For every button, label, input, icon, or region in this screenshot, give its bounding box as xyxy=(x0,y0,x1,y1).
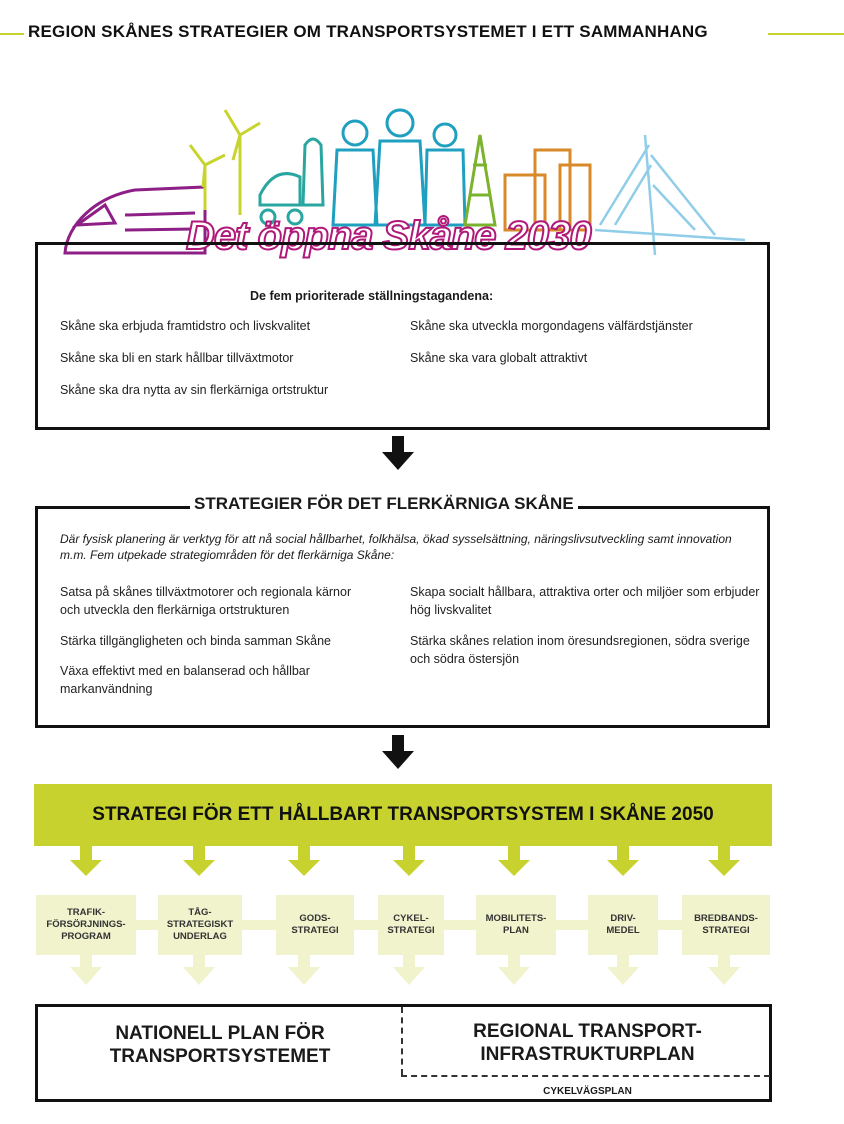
cycle-plan: CYKELVÄGSPLAN xyxy=(543,1086,632,1097)
priorities-heading: De fem prioriterade ställningstagandena: xyxy=(250,289,494,303)
strategy-box-label: TRAFIK- FÖRSÖRJNINGS- PROGRAM xyxy=(46,907,126,942)
priority-item: Skåne ska bli en stark hållbar tillväxtmotor xyxy=(60,351,294,365)
bridge-icon xyxy=(595,135,745,255)
strategy-item: Satsa på skånes tillväxtmotorer och regionala kärnor och utveckla den flerkärniga ortstrukturen xyxy=(60,585,352,617)
cycle-plan-divider xyxy=(401,1075,770,1077)
down-arrow-icon xyxy=(380,436,416,472)
transport-strategy-title: STRATEGI FÖR ETT HÅLLBART TRANSPORTSYSTEM I SKÅNE 2050 xyxy=(92,804,714,825)
strategy-item: Växa effektivt med en balanserad och hållbar markanvändning xyxy=(60,664,310,696)
green-down-arrow-icon xyxy=(70,846,102,876)
plans-divider xyxy=(401,1007,403,1075)
green-down-arrow-icon xyxy=(393,846,425,876)
green-down-arrow-icon xyxy=(498,846,530,876)
strategies-intro: Där fysisk planering är verktyg för att nå social hållbarhet, folkhälsa, ökad sysselsättning, näringslivsutveckling samt innovation m.m. Fem utpekade strategiområden för det flerkärniga Skåne: xyxy=(60,532,732,562)
strategy-item: Stärka skånes relation inom öresundsregionen, södra sverige och södra östersjön xyxy=(410,634,750,666)
green-arrows xyxy=(0,846,844,896)
green-down-arrow-icon xyxy=(607,846,639,876)
light-connectors xyxy=(0,895,844,1000)
regional-plan: REGIONAL TRANSPORT- INFRASTRUKTURPLAN xyxy=(473,1021,702,1065)
priority-item: Skåne ska utveckla morgondagens välfärdstjänster xyxy=(410,319,693,333)
strategy-box-label: GODS- STRATEGI xyxy=(291,913,339,936)
header-rule-right xyxy=(768,33,844,35)
strategy-box-label: BREDBANDS- STRATEGI xyxy=(694,913,758,936)
green-down-arrow-icon xyxy=(183,846,215,876)
strategy-box-label: DRIV- MEDEL xyxy=(606,913,640,936)
priority-item: Skåne ska vara globalt attraktivt xyxy=(410,351,588,365)
strategy-box-label: MOBILITETS- PLAN xyxy=(485,913,547,936)
priority-item: Skåne ska erbjuda framtidstro och livskvalitet xyxy=(60,319,311,333)
strategy-item: Stärka tillgängligheten och binda samman Skåne xyxy=(60,634,332,648)
page-title: REGION SKÅNES STRATEGIER OM TRANSPORTSYSTEMET I ETT SAMMANHANG xyxy=(28,22,708,41)
priorities-box xyxy=(35,242,770,430)
strategies-title: STRATEGIER FÖR DET FLERKÄRNIGA SKÅNE xyxy=(190,494,578,514)
strategy-item: Skapa socialt hållbara, attraktiva orter och miljöer som erbjuder hög livskvalitet xyxy=(410,585,760,617)
header-rule-left xyxy=(0,33,24,35)
down-arrow-icon xyxy=(380,735,416,771)
wind-turbine-icon xyxy=(190,110,260,215)
strategy-box-label: TÅG- STRATEGISKT UNDERLAG xyxy=(166,907,234,942)
people-silhouettes-icon xyxy=(333,110,465,225)
national-plan: NATIONELL PLAN FÖR TRANSPORTSYSTEMET xyxy=(109,1023,331,1067)
banner-title: Det öppna Skåne 2030 xyxy=(186,214,591,258)
green-down-arrow-icon xyxy=(288,846,320,876)
priority-item: Skåne ska dra nytta av sin flerkärniga ortstruktur xyxy=(60,383,329,397)
strategy-box-label: CYKEL- STRATEGI xyxy=(387,913,435,936)
green-down-arrow-icon xyxy=(708,846,740,876)
